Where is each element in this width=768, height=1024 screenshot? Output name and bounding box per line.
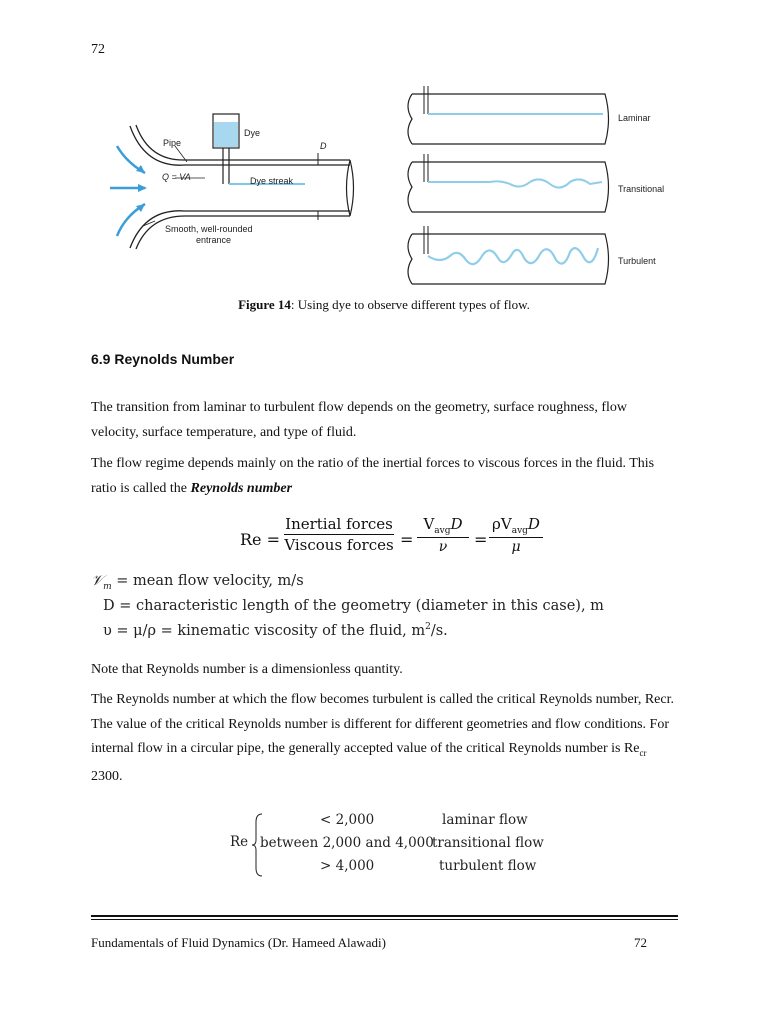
entrance-label-line1: Smooth, well-rounded	[165, 224, 253, 234]
regime-range-transitional: between 2,000 and 4,000	[260, 835, 434, 851]
flow-rate-label: Q = VA	[162, 172, 191, 182]
regime-re: Re	[230, 834, 249, 850]
flow-types-figure	[400, 84, 615, 289]
turbulent-label: Turbulent	[618, 256, 656, 266]
regime-name-transitional: transitional flow	[432, 835, 544, 851]
paragraph-flow-regime-text: The flow regime depends mainly on the ratio of the inertial forces to viscous forces in the fluid. This ratio is called the	[91, 456, 655, 496]
critical-subscript: cr	[639, 747, 647, 758]
regime-name-laminar: laminar flow	[442, 812, 528, 828]
definition-length: D = characteristic length of the geometry (diameter in this case), m	[103, 598, 604, 614]
diameter-label: D	[320, 141, 327, 151]
laminar-label: Laminar	[618, 113, 651, 123]
flow-regime-criteria	[230, 810, 550, 880]
turbulent-tube	[408, 226, 609, 284]
definition-viscosity: υ = μ/ρ = kinematic viscosity of the fluid, $m^2/s$.	[103, 622, 448, 639]
page-number-top: 72	[91, 42, 105, 57]
laminar-tube	[408, 86, 609, 144]
figure-caption	[0, 297, 768, 313]
paragraph-critical-reynolds	[91, 688, 676, 790]
paragraph-critical-text: The Reynolds number at which the flow becomes turbulent is called the critical Reynolds number, Recr. The value of the critical Reynolds number is different for different geometries and flow conditions. For internal flow in a circular pipe, the generally accepted value of the critical Reynolds number is Re	[91, 692, 675, 756]
regime-name-turbulent: turbulent flow	[439, 858, 537, 874]
eq-denominator-mu: μ	[511, 539, 521, 555]
transitional-label: Transitional	[618, 184, 665, 194]
transitional-tube	[408, 154, 609, 212]
dye-injection-figure	[105, 108, 360, 258]
footer-rule-thick	[91, 915, 678, 917]
page-number-footer: 72	[634, 935, 647, 950]
regime-range-laminar: < 2,000	[320, 812, 375, 828]
footer-title: Fundamentals of Fluid Dynamics (Dr. Hameed Alawadi)	[91, 935, 386, 950]
caption-label: Figure 14	[238, 297, 291, 312]
caption-text: : Using dye to observe different types of flow.	[290, 297, 530, 312]
entrance-label-line2: entrance	[196, 235, 232, 245]
regime-range-turbulent: > 4,000	[320, 858, 375, 874]
paragraph-flow-regime	[91, 452, 671, 501]
dye-streak-label: Dye streak	[250, 176, 294, 186]
section-heading: 6.9 Reynolds Number	[91, 351, 235, 367]
eq-numerator-vd: $V_{avg}D$	[423, 515, 463, 536]
eq-denominator-viscous: Viscous forces	[284, 536, 394, 554]
eq-denominator-nu: ν	[438, 539, 448, 555]
eq-numerator-rhovd: $\rho V_{avg}D$	[492, 515, 540, 536]
reynolds-equation	[240, 515, 540, 567]
eq-lhs: Re =	[240, 530, 281, 549]
footer-rule-thin	[91, 919, 678, 920]
eq-equals-2: =	[474, 530, 488, 549]
eq-numerator-inertial: Inertial forces	[285, 515, 393, 533]
pipe-label: Pipe	[163, 138, 182, 148]
critical-value: 2300.	[91, 769, 123, 785]
eq-equals-1: =	[400, 530, 414, 549]
reynolds-number-term: Reynolds number	[190, 480, 293, 496]
paragraph-dimensionless: Note that Reynolds number is a dimensionless quantity.	[91, 662, 403, 677]
definition-velocity: 𝒱$_m$ = mean flow velocity, m/s	[91, 573, 304, 592]
paragraph-transition: The transition from laminar to turbulent flow depends on the geometry, surface roughness, flow velocity, surface temperature, and type of fluid.	[91, 400, 628, 440]
dye-label: Dye	[244, 128, 261, 138]
